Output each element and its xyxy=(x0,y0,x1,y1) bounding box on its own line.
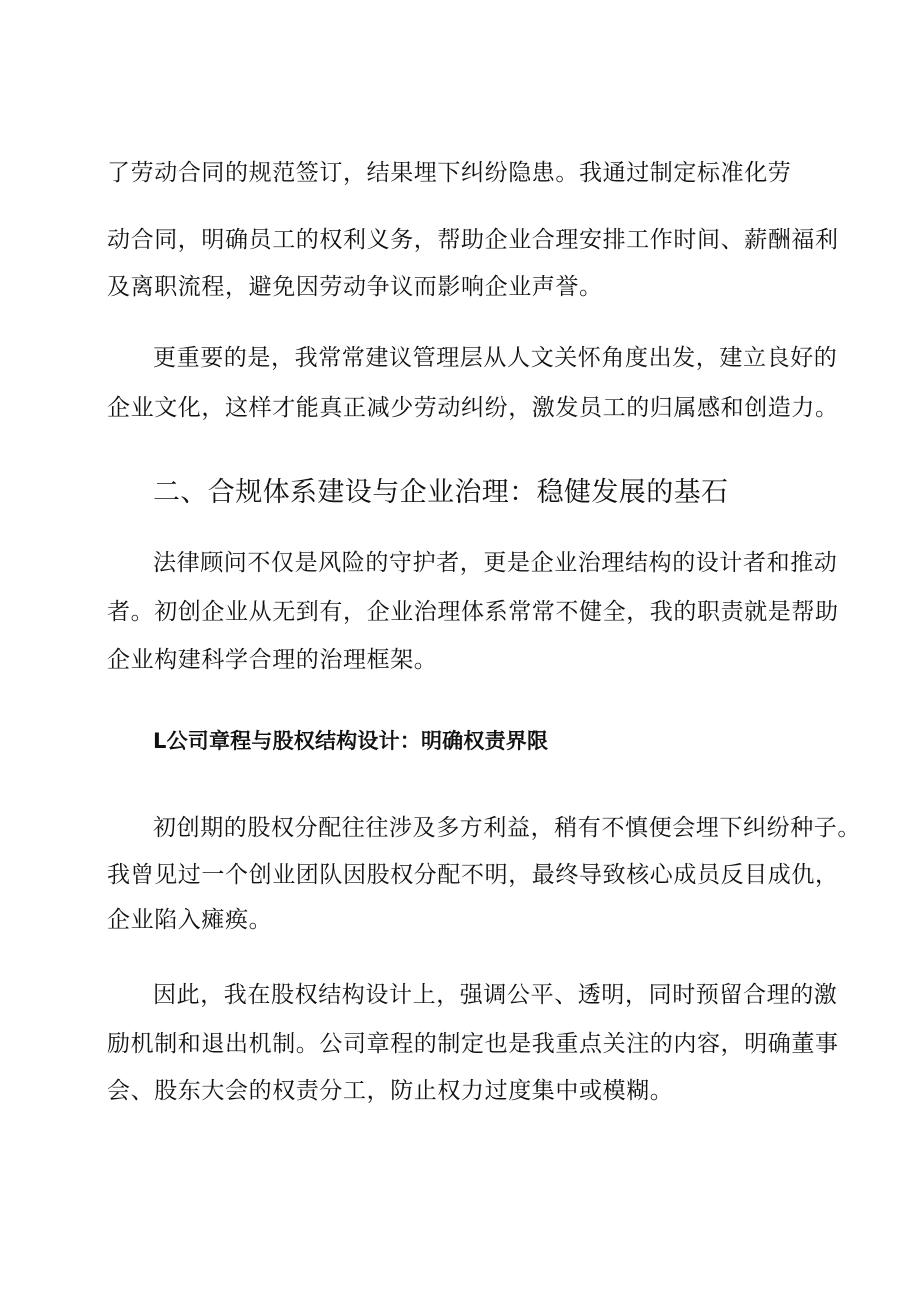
paragraph-1-line-3: 及离职流程，避免因劳动争议而影响企业声誉。 xyxy=(107,274,603,300)
paragraph-4-line-1: 初创期的股权分配往往涉及多方利益，稍有不慎便会埋下纠纷种子。 xyxy=(153,815,861,841)
paragraph-5-line-1: 因此，我在股权结构设计上，强调公平、透明，同时预留合理的激 xyxy=(153,982,838,1008)
sub-heading: L公司章程与股权结构设计：明确权责界限 xyxy=(153,729,549,753)
paragraph-3-line-1: 法律顾问不仅是风险的守护者，更是企业治理结构的设计者和推动 xyxy=(153,550,838,576)
paragraph-2-line-1: 更重要的是，我常常建议管理层从人文关怀角度出发，建立良好的 xyxy=(153,345,838,371)
paragraph-3-line-3: 企业构建科学合理的治理框架。 xyxy=(107,647,438,673)
paragraph-5-line-2: 励机制和退出机制。公司章程的制定也是我重点关注的内容，明确董事 xyxy=(107,1031,839,1057)
paragraph-5-line-3: 会、股东大会的权责分工，防止权力过度集中或模糊。 xyxy=(107,1078,674,1104)
paragraph-1-line-2: 动合同，明确员工的权利义务，帮助企业合理安排工作时间、薪酬福利 xyxy=(107,227,839,253)
paragraph-4-line-3: 企业陷入瘫痪。 xyxy=(107,907,273,933)
paragraph-4-line-2: 我曾见过一个创业团队因股权分配不明，最终导致核心成员反目成仇， xyxy=(107,862,839,888)
section-heading: 二、合规体系建设与企业治理：稳健发展的基石 xyxy=(153,477,729,508)
paragraph-2-line-2: 企业文化，这样才能真正减少劳动纠纷，激发员工的归属感和创造力。 xyxy=(107,395,839,421)
paragraph-1-line-1: 了劳动合同的规范签订，结果埋下纠纷隐患。我通过制定标准化劳 xyxy=(107,160,792,186)
paragraph-3-line-2: 者。初创企业从无到有，企业治理体系常常不健全，我的职责就是帮助 xyxy=(107,599,839,625)
